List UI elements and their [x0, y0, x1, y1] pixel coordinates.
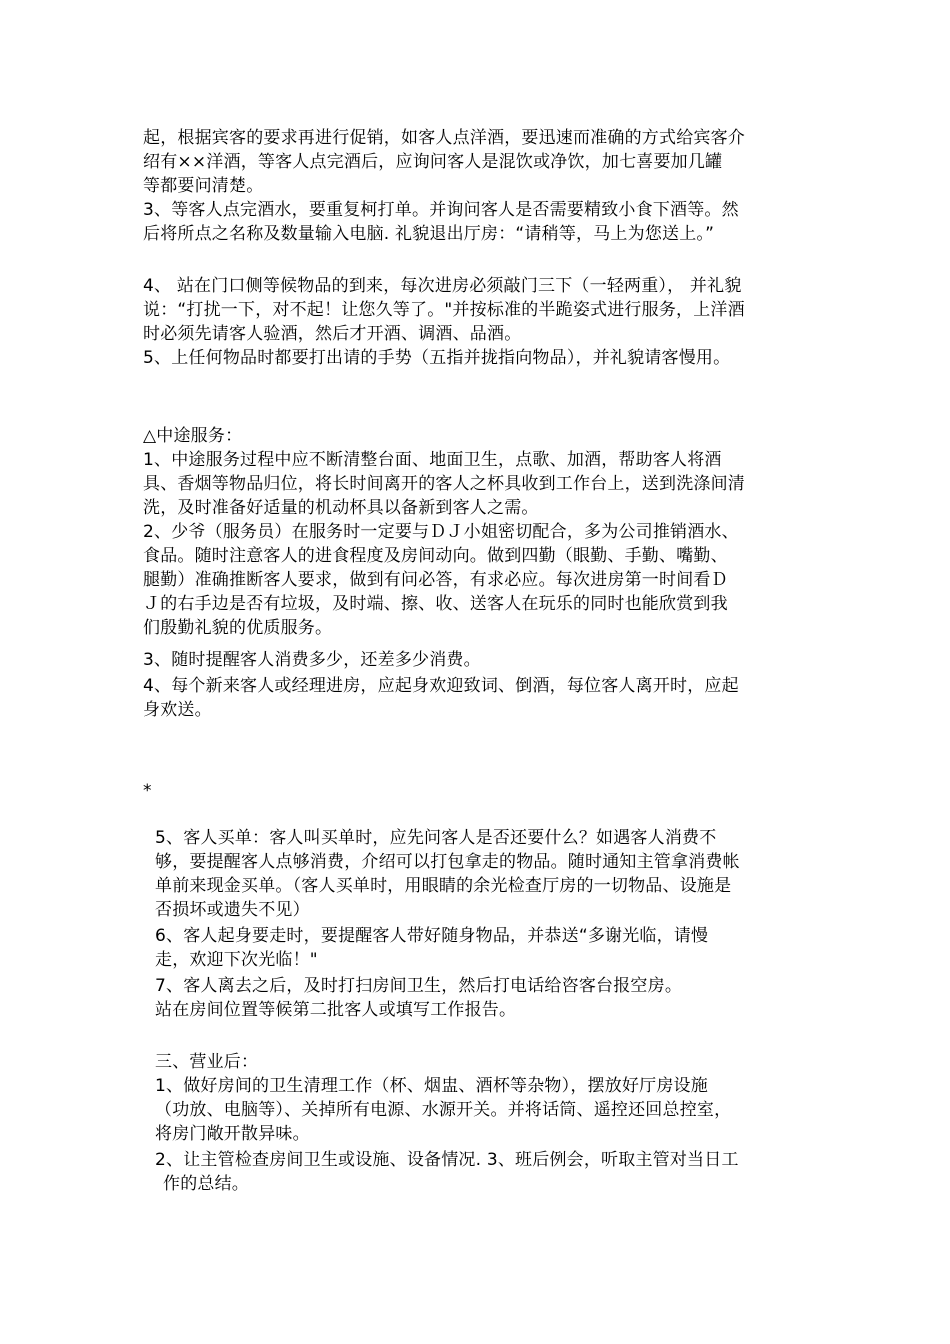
text-line: 腿勤）准确推断客人要求，做到有问必答，有求必应。每次进房第一时间看Ｄ	[143, 570, 728, 590]
text-line: 走，欢迎下次光临！"	[155, 950, 318, 970]
text-line: 身欢送。	[143, 700, 212, 720]
text-line: 洗，及时准备好适量的机动杯具以备新到客人之需。	[143, 498, 539, 518]
text-line: 6、客人起身要走时，要提醒客人带好随身物品，并恭送“多谢光临，请慢	[155, 926, 709, 946]
text-line: 起，根据宾客的要求再进行促销，如客人点洋酒，要迅速而准确的方式给宾客介	[143, 128, 745, 148]
section-heading: △中途服务：	[143, 426, 243, 446]
text-line: 说：“打扰一下，对不起！让您久等了。"并按标准的半跪姿式进行服务，上洋酒	[143, 300, 745, 320]
text-line: 单前来现金买单。（客人买单时，用眼睛的余光检查厅房的一切物品、设施是	[155, 876, 732, 896]
text-line: 后将所点之名称及数量输入电脑. 礼貌退出厅房：“请稍等，马上为您送上。”	[143, 224, 715, 244]
text-line: 4、 站在门口侧等候物品的到来，每次进房必须敲门三下（一轻两重）， 并礼貌	[143, 276, 742, 296]
text-line: 站在房间位置等候第二批客人或填写工作报告。	[155, 1000, 517, 1020]
text-line: 3、随时提醒客人消费多少，还差多少消费。	[143, 650, 481, 670]
text-line: 4、每个新来客人或经理进房，应起身欢迎致词、倒酒，每位客人离开时，应起	[143, 676, 739, 696]
text-line: 们殷勤礼貌的优质服务。	[143, 618, 333, 638]
text-line: 时必须先请客人验酒，然后才开酒、调酒、品酒。	[143, 324, 522, 344]
text-line: 7、客人离去之后，及时打扫房间卫生，然后打电话给咨客台报空房。	[155, 976, 683, 996]
separator-asterisk: *	[143, 781, 152, 801]
section-heading: 三、营业后：	[155, 1052, 259, 1072]
text-line: Ｊ的右手边是否有垃圾，及时端、擦、收、送客人在玩乐的同时也能欣赏到我	[143, 594, 728, 614]
text-line: 2、让主管检查房间卫生或设施、设备情况. 3、班后例会，听取主管对当日工	[155, 1150, 739, 1170]
text-line: 将房门敞开散异味。	[155, 1124, 310, 1144]
text-line: 食品。随时注意客人的进食程度及房间动向。做到四勤（眼勤、手勤、嘴勤、	[143, 546, 728, 566]
text-line: 作的总结。	[163, 1174, 249, 1194]
text-line: 1、中途服务过程中应不断清整台面、地面卫生，点歌、加酒，帮助客人将酒	[143, 450, 722, 470]
text-line: 5、客人买单：客人叫买单时，应先问客人是否还要什么？如遇客人消费不	[155, 828, 717, 848]
text-line: 1、做好房间的卫生清理工作（杯、烟盅、酒杯等杂物），摆放好厅房设施	[155, 1076, 708, 1096]
text-line: 具、香烟等物品归位，将长时间离开的客人之杯具收到工作台上，送到洗涤间清	[143, 474, 745, 494]
text-line: 够，要提醒客人点够消费，介绍可以打包拿走的物品。随时通知主管拿消费帐	[155, 852, 740, 872]
text-line: 等都要问清楚。	[143, 176, 264, 196]
text-line: （功放、电脑等）、关掉所有电源、水源开关。并将话筒、遥控还回总控室，	[155, 1100, 732, 1120]
text-line: 5、上任何物品时都要打出请的手势（五指并拢指向物品），并礼貌请客慢用。	[143, 348, 731, 368]
text-line: 绍有××洋酒，等客人点完酒后，应询问客人是混饮或净饮，加七喜要加几罐	[143, 152, 723, 172]
text-line: 否损坏或遗失不见）	[155, 900, 310, 920]
text-line: 2、少爷（服务员）在服务时一定要与ＤＪ小姐密切配合，多为公司推销酒水、	[143, 522, 739, 542]
text-line: 3、等客人点完酒水，要重复柯打单。并询问客人是否需要精致小食下酒等。然	[143, 200, 739, 220]
